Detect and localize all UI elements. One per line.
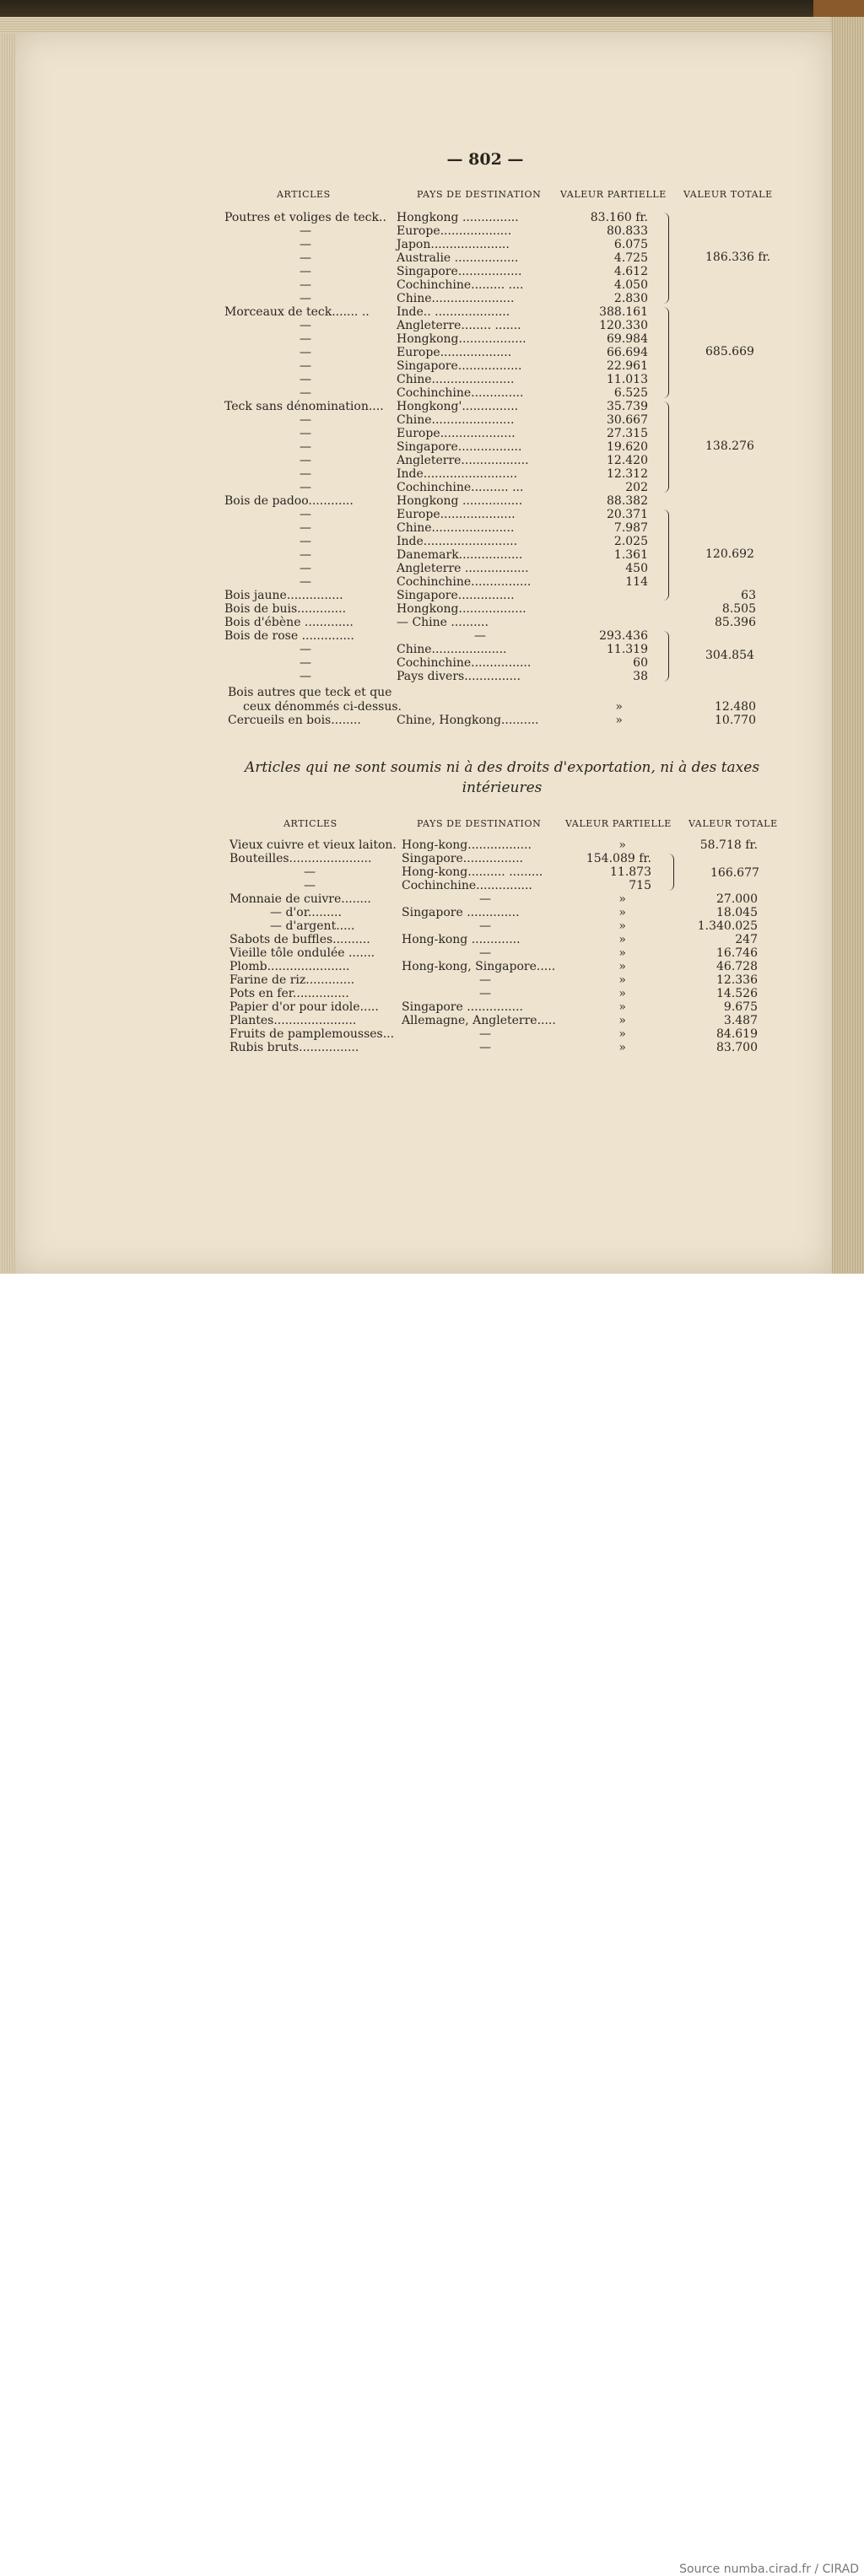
- country-cell: Europe...................: [397, 346, 512, 359]
- country-cell: Chine......................: [397, 521, 515, 535]
- partial-value-cell: 2.830: [613, 292, 648, 305]
- article-cell: —: [300, 224, 311, 238]
- header-articles: ARTICLES: [277, 189, 331, 200]
- partial-value-cell: 19.620: [607, 440, 648, 454]
- table-row: [0, 332, 864, 346]
- table-row: [0, 224, 864, 238]
- article-cell: Bois jaune...............: [224, 589, 343, 602]
- partial-value-cell: 12.312: [607, 467, 648, 481]
- article-cell: —: [300, 562, 311, 575]
- table-row: [0, 670, 864, 683]
- country-cell: Angleterre........ .......: [397, 319, 521, 332]
- article-cell: Farine de riz.............: [230, 973, 355, 987]
- total-value-cell: 10.770: [715, 714, 756, 727]
- article-cell: —: [300, 278, 311, 292]
- article-cell: Bois de rose ..............: [224, 629, 354, 643]
- partial-value-cell: 35.739: [607, 400, 648, 413]
- group-total: 304.854: [705, 649, 754, 662]
- country-cell: Inde.........................: [397, 535, 518, 548]
- table-row: [0, 973, 864, 987]
- partial-value-cell: 69.984: [607, 332, 648, 346]
- article-cell: —: [300, 251, 311, 265]
- article-cell: Fruits de pamplemousses...: [230, 1027, 395, 1041]
- article-cell: Vieux cuivre et vieux laiton.: [230, 838, 397, 852]
- table-row: [0, 879, 864, 892]
- partial-value-cell: 83.160 fr.: [590, 211, 648, 224]
- total-value-cell: 85.396: [715, 616, 756, 629]
- country-cell: Singapore................: [402, 852, 523, 865]
- partial-value-cell: »: [618, 1000, 626, 1014]
- header-articles: ARTICLES: [284, 818, 338, 829]
- table-row: [0, 413, 864, 427]
- table-row: [0, 946, 864, 960]
- article-cell: —: [300, 427, 311, 440]
- table-row: [0, 919, 864, 933]
- header-partielle: VALEUR PARTIELLE: [560, 189, 667, 200]
- partial-value-cell: 11.013: [607, 373, 648, 386]
- article-cell: —: [300, 481, 311, 494]
- table-row: [0, 305, 864, 319]
- article-cell: Plomb......................: [230, 960, 350, 973]
- partial-value-cell: 114: [625, 575, 648, 589]
- article-cell: Teck sans dénomination....: [224, 400, 384, 413]
- country-cell: Hongkong ................: [397, 494, 523, 508]
- country-cell: Singapore.................: [397, 440, 522, 454]
- country-cell: Chine......................: [397, 413, 515, 427]
- article-cell: —: [300, 670, 311, 683]
- partial-value-cell: 27.315: [607, 427, 648, 440]
- article-cell: —: [300, 332, 311, 346]
- partial-value-cell: 30.667: [607, 413, 648, 427]
- article-cell: Bouteilles......................: [230, 852, 372, 865]
- partial-value-cell: »: [618, 973, 626, 987]
- total-value-cell: 12.336: [716, 973, 758, 987]
- brace: [663, 213, 669, 304]
- article-cell: Rubis bruts................: [230, 1041, 359, 1054]
- table-row: [0, 892, 864, 906]
- article-cell: Bois de padoo............: [224, 494, 354, 508]
- table-row: [0, 714, 864, 727]
- partial-value-cell: »: [618, 919, 626, 933]
- country-cell: —: [479, 1027, 491, 1041]
- country-cell: Allemagne, Angleterre.....: [402, 1014, 556, 1027]
- section-title-line1: Articles qui ne sont soumis ni à des droits d'exportation, ni à des taxes: [244, 759, 760, 776]
- table-row: [0, 1027, 864, 1041]
- total-value-cell: 83.700: [716, 1041, 758, 1054]
- partial-value-cell: 388.161: [599, 305, 648, 319]
- table-row: [0, 933, 864, 946]
- partial-value-cell: 11.319: [607, 643, 648, 656]
- total-value-cell: 3.487: [723, 1014, 758, 1027]
- article-cell: —: [300, 508, 311, 521]
- table-row: [0, 400, 864, 413]
- table-row: [0, 467, 864, 481]
- country-cell: Hong-kong.................: [402, 838, 532, 852]
- table-row: [0, 700, 864, 714]
- country-cell: Europe...................: [397, 224, 512, 238]
- partial-value-cell: »: [618, 838, 626, 852]
- article-cell: —: [304, 865, 316, 879]
- partial-value-cell: »: [615, 699, 623, 714]
- partial-value-cell: »: [618, 960, 626, 973]
- country-cell: —: [479, 973, 491, 987]
- table-row: [0, 852, 864, 865]
- country-cell: —: [479, 946, 491, 960]
- article-cell: —: [300, 359, 311, 373]
- country-cell: Angleterre .................: [397, 562, 529, 575]
- article-cell: Bois autres que teck et que: [228, 686, 392, 699]
- article-cell: —: [300, 656, 311, 670]
- country-cell: —: [474, 629, 486, 643]
- article-cell: Poutres et voliges de teck..: [224, 211, 386, 224]
- partial-value-cell: 80.833: [607, 224, 648, 238]
- table-row: [0, 211, 864, 224]
- partial-value-cell: »: [615, 714, 623, 727]
- country-cell: —: [479, 892, 491, 906]
- article-cell: —: [300, 440, 311, 454]
- country-cell: Cochinchine.......... ...: [397, 481, 524, 494]
- country-cell: Pays divers...............: [397, 670, 521, 683]
- article-cell: ceux dénommés ci-dessus.: [243, 699, 402, 714]
- group-total: 166.677: [710, 866, 759, 880]
- brace: [663, 401, 669, 493]
- partial-value-cell: 11.873: [610, 865, 651, 879]
- country-cell: Singapore ...............: [402, 1000, 523, 1014]
- article-cell: Bois d'ébène .............: [224, 616, 354, 629]
- table-row: [0, 987, 864, 1000]
- article-cell: —: [300, 386, 311, 400]
- article-cell: —: [300, 467, 311, 481]
- table-row: [0, 292, 864, 305]
- article-cell: — d'argent.....: [270, 919, 355, 933]
- article-cell: Pots en fer...............: [230, 987, 349, 1000]
- country-cell: Cochinchine......... ....: [397, 278, 524, 292]
- table-row: [0, 1014, 864, 1027]
- header-totale: VALEUR TOTALE: [683, 189, 773, 200]
- country-cell: Singapore.................: [397, 359, 522, 373]
- partial-value-cell: 120.330: [599, 319, 648, 332]
- partial-value-cell: 12.420: [607, 454, 648, 467]
- country-cell: Cochinchine..............: [397, 386, 524, 400]
- article-cell: —: [300, 265, 311, 278]
- country-cell: — Chine ..........: [397, 616, 489, 629]
- country-cell: Chine, Hongkong..........: [397, 714, 539, 727]
- group-total: 186.336 fr.: [705, 251, 771, 264]
- article-cell: —: [300, 454, 311, 467]
- country-cell: Singapore...............: [397, 589, 515, 602]
- article-cell: —: [300, 346, 311, 359]
- partial-value-cell: 38: [633, 670, 648, 683]
- partial-value-cell: »: [618, 946, 626, 960]
- table-row: [0, 494, 864, 508]
- table-row: [0, 278, 864, 292]
- partial-value-cell: 22.961: [607, 359, 648, 373]
- article-cell: Cercueils en bois........: [228, 714, 361, 727]
- country-cell: Europe....................: [397, 427, 516, 440]
- table-row: [0, 1041, 864, 1054]
- country-cell: Inde.. ....................: [397, 305, 510, 319]
- total-value-cell: 63: [741, 589, 756, 602]
- table-row: [0, 535, 864, 548]
- group-total: 138.276: [705, 439, 754, 453]
- source-credit[interactable]: Source numba.cirad.fr / CIRAD: [679, 2563, 859, 2576]
- partial-value-cell: 715: [629, 879, 651, 892]
- article-cell: —: [300, 238, 311, 251]
- table-row: [0, 562, 864, 575]
- partial-value-cell: 66.694: [607, 346, 648, 359]
- country-cell: Singapore.................: [397, 265, 522, 278]
- article-cell: Papier d'or pour idole.....: [230, 1000, 379, 1014]
- article-cell: Morceaux de teck....... ..: [224, 305, 370, 319]
- total-value-cell: 18.045: [716, 906, 758, 919]
- table-row: [0, 508, 864, 521]
- table-row: [0, 481, 864, 494]
- table-row: [0, 386, 864, 400]
- total-value-cell: 14.526: [716, 987, 758, 1000]
- partial-value-cell: 4.050: [613, 278, 648, 292]
- article-cell: —: [300, 535, 311, 548]
- partial-value-cell: 4.612: [613, 265, 648, 278]
- brace: [663, 631, 669, 682]
- table-row: [0, 960, 864, 973]
- header-pays: PAYS DE DESTINATION: [417, 189, 542, 200]
- country-cell: Hong-kong .............: [402, 933, 521, 946]
- country-cell: Cochinchine................: [397, 575, 532, 589]
- header-totale: VALEUR TOTALE: [688, 818, 778, 829]
- country-cell: Chine....................: [397, 643, 507, 656]
- partial-value-cell: 4.725: [613, 251, 648, 265]
- partial-value-cell: »: [618, 1041, 626, 1054]
- total-value-cell: 8.505: [721, 602, 756, 616]
- section-title-line2: intérieures: [462, 779, 543, 796]
- partial-value-cell: 2.025: [613, 535, 648, 548]
- country-cell: —: [479, 987, 491, 1000]
- partial-value-cell: »: [618, 892, 626, 906]
- article-cell: —: [300, 521, 311, 535]
- table-row: [0, 575, 864, 589]
- country-cell: Japon.....................: [397, 238, 510, 251]
- group-total: 685.669: [705, 345, 754, 358]
- table-row: [0, 454, 864, 467]
- article-cell: —: [300, 548, 311, 562]
- country-cell: Hongkong..................: [397, 332, 526, 346]
- table-row: [0, 319, 864, 332]
- brace: [663, 307, 669, 398]
- country-cell: Cochinchine................: [397, 656, 532, 670]
- total-value-cell: 16.746: [716, 946, 758, 960]
- table-row: [0, 359, 864, 373]
- table-row: [0, 589, 864, 602]
- partial-value-cell: »: [618, 1027, 626, 1041]
- article-cell: — d'or.........: [270, 906, 342, 919]
- page-number: — 802 —: [446, 150, 524, 169]
- article-cell: —: [304, 879, 316, 892]
- brace: [668, 854, 674, 891]
- table-row: [0, 373, 864, 386]
- partial-value-cell: 6.075: [613, 238, 648, 251]
- partial-value-cell: »: [618, 906, 626, 919]
- country-cell: Singapore ..............: [402, 906, 520, 919]
- header-pays: PAYS DE DESTINATION: [417, 818, 542, 829]
- table-row: [0, 238, 864, 251]
- article-cell: Bois de buis.............: [224, 602, 347, 616]
- partial-value-cell: 6.525: [613, 386, 648, 400]
- table-row: [0, 265, 864, 278]
- article-cell: —: [300, 413, 311, 427]
- partial-value-cell: 20.371: [607, 508, 648, 521]
- country-cell: Hongkong ...............: [397, 211, 519, 224]
- country-cell: —: [479, 1041, 491, 1054]
- country-cell: Danemark.................: [397, 548, 523, 562]
- group-total: 120.692: [705, 547, 754, 561]
- partial-value-cell: 154.089 fr.: [586, 852, 651, 865]
- country-cell: Hongkong..................: [397, 602, 526, 616]
- partial-value-cell: 7.987: [613, 521, 648, 535]
- total-value-cell: 1.340.025: [697, 919, 758, 933]
- article-cell: Sabots de buffles..........: [230, 933, 370, 946]
- header-partielle: VALEUR PARTIELLE: [565, 818, 672, 829]
- partial-value-cell: »: [618, 933, 626, 946]
- country-cell: Angleterre..................: [397, 454, 529, 467]
- table-row: [0, 838, 864, 852]
- table-row: [0, 906, 864, 919]
- table-row: [0, 521, 864, 535]
- total-value-cell: 12.480: [715, 699, 756, 714]
- article-cell: —: [300, 643, 311, 656]
- total-value-cell: 9.675: [723, 1000, 758, 1014]
- partial-value-cell: 202: [625, 481, 648, 494]
- country-cell: Chine......................: [397, 373, 515, 386]
- partial-value-cell: 60: [633, 656, 648, 670]
- total-value-cell: 58.718 fr.: [699, 838, 758, 852]
- table-row: [0, 1000, 864, 1014]
- country-cell: Chine......................: [397, 292, 515, 305]
- country-cell: Europe....................: [397, 508, 516, 521]
- country-cell: Hong-kong.......... .........: [402, 865, 543, 879]
- article-cell: —: [300, 319, 311, 332]
- country-cell: Hongkong'...............: [397, 400, 519, 413]
- partial-value-cell: 88.382: [607, 494, 648, 508]
- article-cell: —: [300, 373, 311, 386]
- country-cell: Cochinchine...............: [402, 879, 532, 892]
- country-cell: Inde.........................: [397, 467, 518, 481]
- article-cell: Monnaie de cuivre........: [230, 892, 371, 906]
- total-value-cell: 27.000: [716, 892, 758, 906]
- partial-value-cell: 293.436: [599, 629, 648, 643]
- table-row: [0, 686, 864, 699]
- brace: [663, 509, 669, 601]
- total-value-cell: 46.728: [716, 960, 758, 973]
- partial-value-cell: »: [618, 987, 626, 1000]
- partial-value-cell: 1.361: [613, 548, 648, 562]
- article-cell: —: [300, 575, 311, 589]
- table-row: [0, 602, 864, 616]
- footer-bar: [0, 1274, 864, 2576]
- table-row: [0, 616, 864, 629]
- total-value-cell: 84.619: [716, 1027, 758, 1041]
- partial-value-cell: 450: [625, 562, 648, 575]
- table-row: [0, 629, 864, 643]
- country-cell: —: [479, 919, 491, 933]
- article-cell: —: [300, 292, 311, 305]
- country-cell: Hong-kong, Singapore.....: [402, 960, 556, 973]
- partial-value-cell: »: [618, 1014, 626, 1027]
- table-row: [0, 427, 864, 440]
- article-cell: Vieille tôle ondulée .......: [230, 946, 375, 960]
- country-cell: Australie .................: [397, 251, 519, 265]
- article-cell: Plantes......................: [230, 1014, 357, 1027]
- total-value-cell: 247: [735, 933, 758, 946]
